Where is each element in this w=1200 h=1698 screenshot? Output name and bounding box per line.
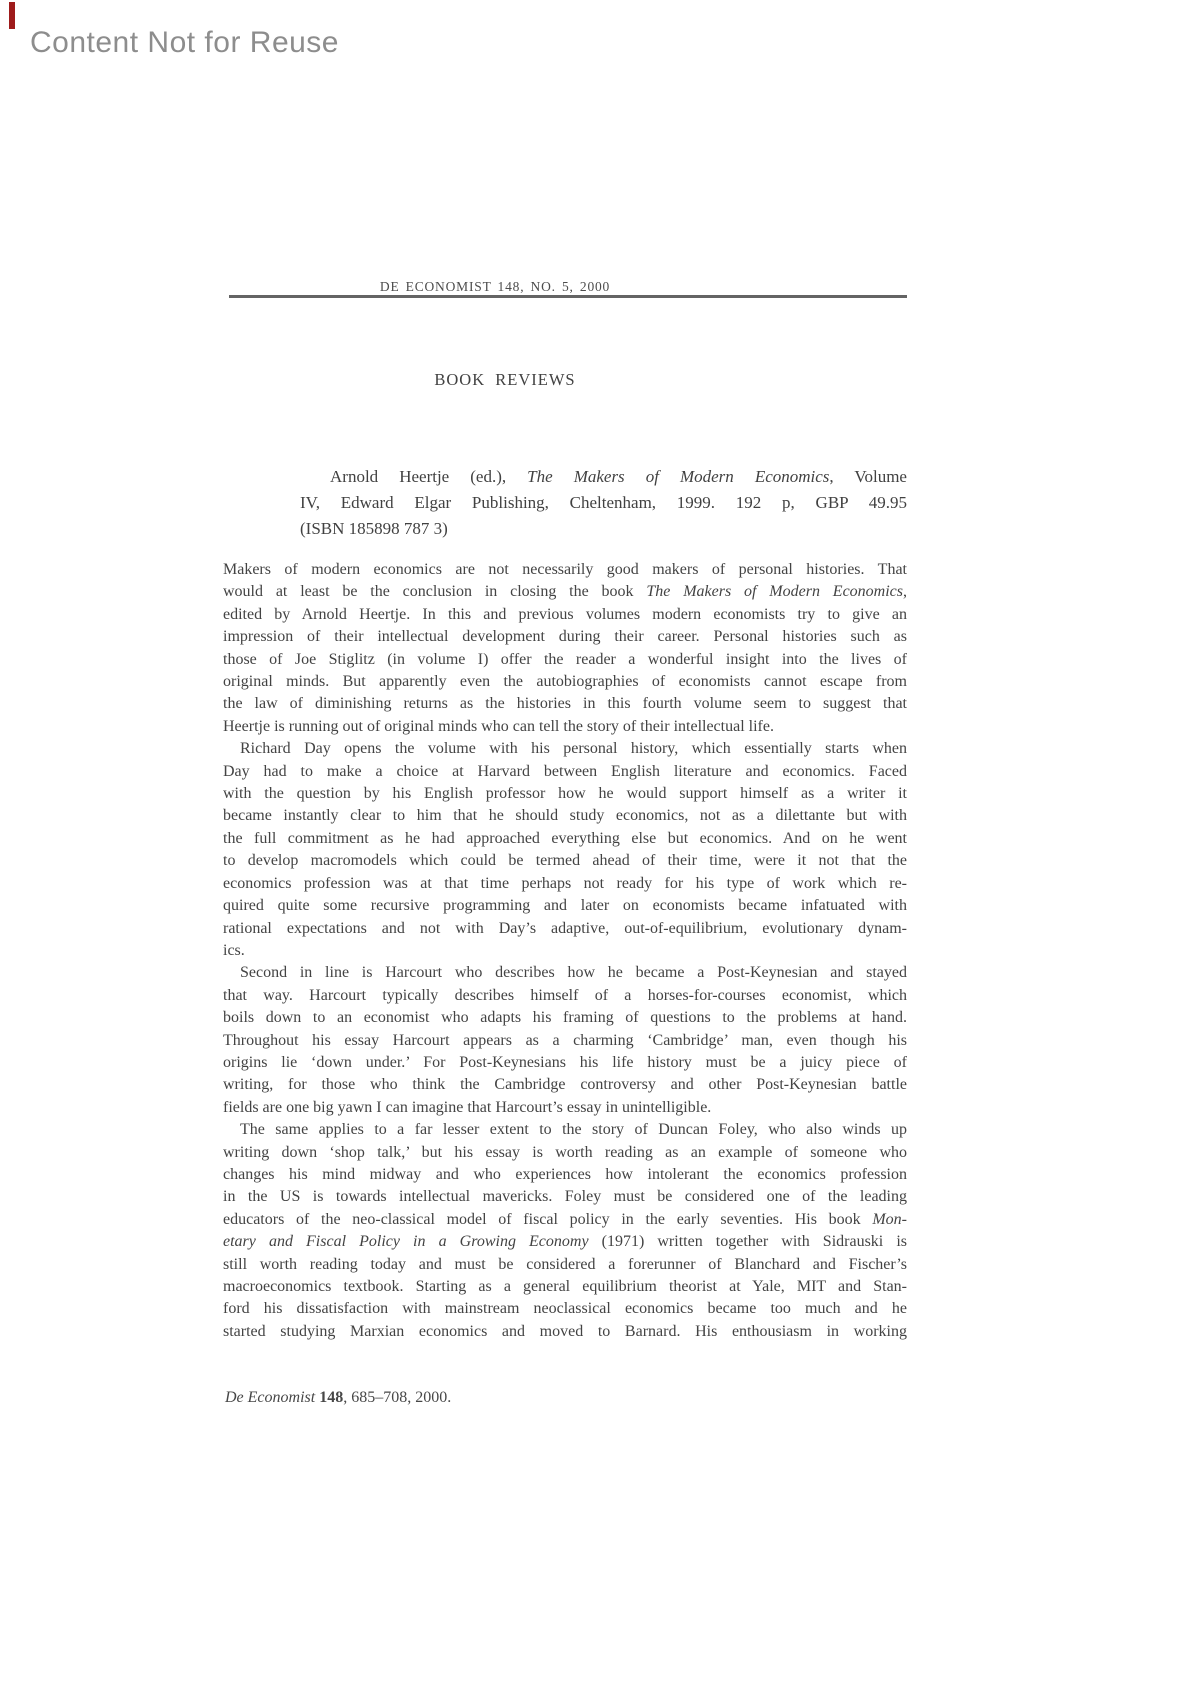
footer-volume: 148 [319, 1389, 344, 1406]
footer-line [225, 1389, 451, 1407]
text-line: etary and Fiscal Policy in a Growing Economy (1971) written together with Sidrauski is [223, 1233, 907, 1251]
text-line: Makers of modern economics are not necessarily good makers of personal histories. That [223, 561, 907, 578]
text-line: ford his dissatisfaction with mainstream neoclassical economics became too much and he [223, 1300, 907, 1318]
text-line: rational expectations and not with Day’s adaptive, out-of-equilibrium, evolutionary dynam- [223, 919, 907, 937]
article-body [223, 559, 907, 1343]
text-line: The same applies to a far lesser extent to the story of Duncan Foley, who also winds up [240, 1121, 907, 1139]
text-line: original minds. But apparently even the autobiographies of economists cannot escape from [223, 673, 907, 691]
footer-journal: De Economist [225, 1389, 316, 1406]
text-line: Day had to make a choice at Harvard between English literature and economics. Faced [223, 762, 907, 780]
text-line: fields are one big yawn I can imagine that Harcourt’s essay in unintelligible. [223, 1098, 712, 1116]
text-line: Throughout his essay Harcourt appears as a charming ‘Cambridge’ man, even though his [223, 1031, 907, 1049]
text-line: to develop macromodels which could be termed ahead of their time, were it not that the [223, 852, 907, 870]
paragraph [223, 559, 907, 738]
text-line: the law of diminishing returns as the histories in this fourth volume seem to suggest that [223, 695, 907, 713]
header-rule [229, 295, 907, 298]
text-line: Richard Day opens the volume with his personal history, which essentially starts when [240, 740, 907, 758]
text-line: would at least be the conclusion in closing the book The Makers of Modern Economics, [223, 583, 907, 601]
text-line: with the question by his English professor how he would support himself as a writer it [223, 785, 907, 803]
running-head: DE ECONOMIST 148, NO. 5, 2000 [379, 279, 611, 294]
text-line: Heertje is running out of original minds who can tell the story of their intellectual life. [223, 717, 774, 735]
section-title: BOOK REVIEWS [434, 370, 576, 389]
text-line: boils down to an economist who adapts his framing of questions to the problems at hand. [223, 1009, 907, 1027]
text-line: (ISBN 185898 787 3) [300, 519, 448, 538]
text-line: macroeconomics textbook. Starting as a general equilibrium theorist at Yale, MIT and Stan- [223, 1278, 907, 1295]
text-line: economics profession was at that time perhaps not ready for his type of work which re- [223, 874, 907, 892]
watermark-text: Content Not for Reuse [30, 26, 339, 59]
text-line: impression of their intellectual development during their career. Personal histories such as [223, 628, 907, 646]
text-line: Second in line is Harcourt who describes how he became a Post-Keynesian and stayed [240, 964, 907, 982]
text-line: still worth reading today and must be considered a forerunner of Blanchard and Fischer’s [223, 1255, 907, 1273]
text-line: ics. [223, 941, 245, 959]
footer-rest: , 685–708, 2000. [343, 1389, 452, 1406]
red-edge-marker [9, 2, 15, 29]
text-line: writing, for those who think the Cambridge controversy and other Post-Keynesian battle [223, 1076, 907, 1094]
text-line: that way. Harcourt typically describes himself of a horses-for-courses economist, which [223, 986, 907, 1004]
text-line: changes his mind midway and who experiences how intolerant the economics profession [223, 1165, 907, 1183]
paragraph [223, 738, 907, 962]
paragraph [223, 1119, 907, 1343]
text-line: IV, Edward Elgar Publishing, Cheltenham, 1999. 192 p, GBP 49.95 [300, 493, 907, 512]
text-line: in the US is towards intellectual mavericks. Foley must be considered one of the leading [223, 1188, 907, 1206]
text-line: origins lie ‘down under.’ For Post-Keynesians his life history must be a juicy piece of [223, 1053, 907, 1071]
paragraph [223, 962, 907, 1119]
text-line: those of Joe Stiglitz (in volume I) offer the reader a wonderful insight into the lives of [223, 650, 907, 668]
text-line: started studying Marxian economics and moved to Barnard. His enthousiasm in working [223, 1322, 907, 1340]
text-line: edited by Arnold Heertje. In this and previous volumes modern economists try to give an [223, 605, 907, 623]
text-line: quired quite some recursive programming and later on economists became infatuated with [223, 897, 907, 915]
text-line: writing down ‘shop talk,’ but his essay is worth reading as an example of someone who [223, 1143, 907, 1161]
book-citation [300, 464, 907, 542]
text-line: educators of the neo-classical model of fiscal policy in the early seventies. His book Mon- [223, 1210, 907, 1228]
text-line: Arnold Heertje (ed.), The Makers of Modern Economics, Volume [330, 467, 907, 486]
text-line: became instantly clear to him that he should study economics, not as a dilettante but with [223, 807, 907, 825]
text-line: the full commitment as he had approached everything else but economics. And on he went [223, 829, 907, 847]
